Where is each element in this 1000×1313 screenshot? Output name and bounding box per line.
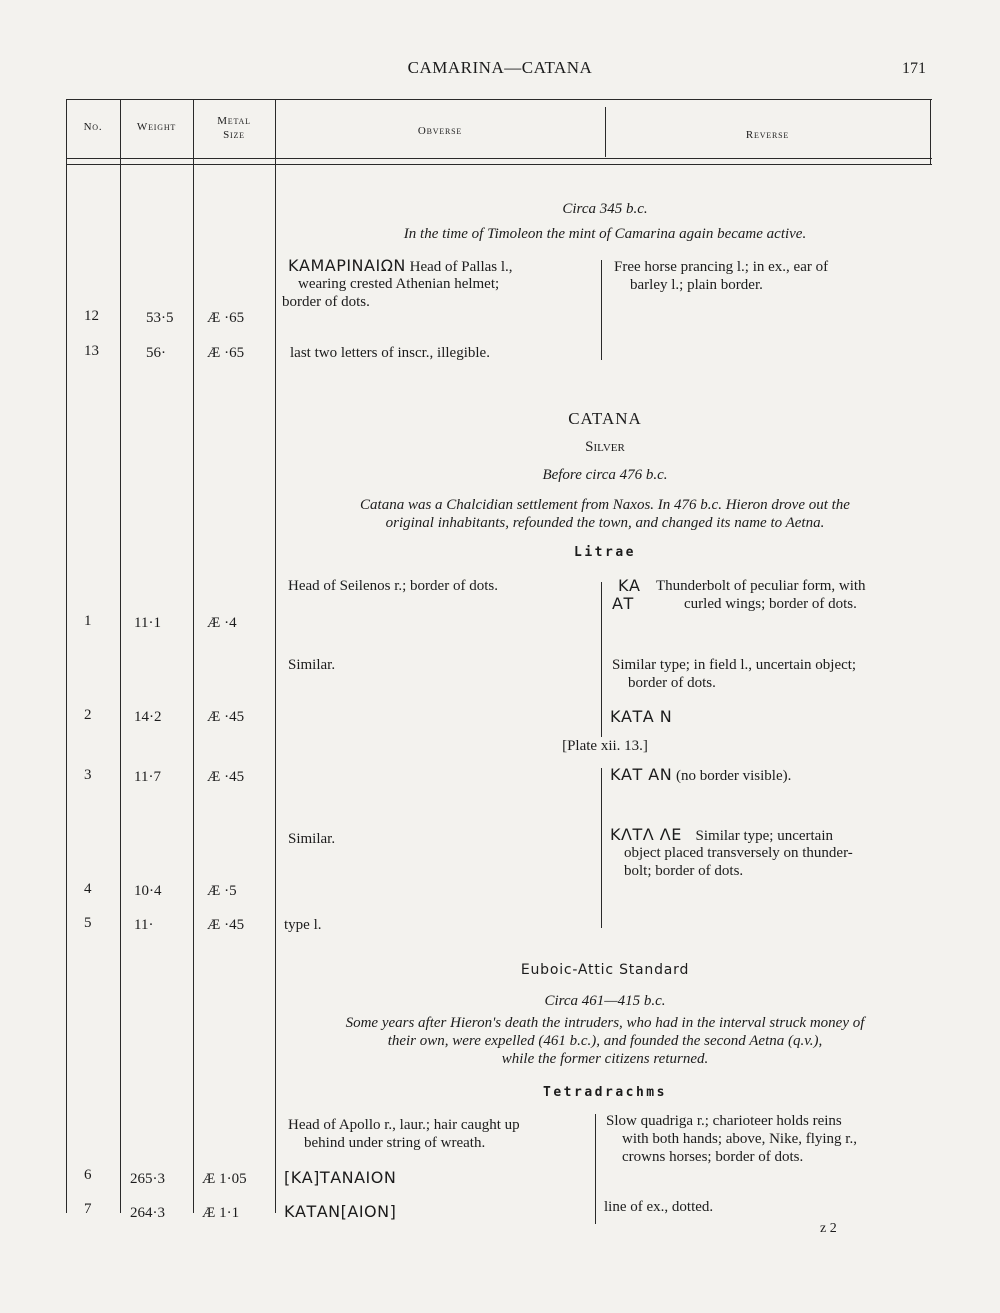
catana-type3-inscr: ΚΛΤΛ ΛΕ: [610, 825, 682, 844]
col-rule-left: [66, 99, 67, 1213]
col-header-no: No.: [83, 121, 103, 133]
catana-metal: Silver: [585, 439, 625, 455]
col-rule-weight: [193, 99, 194, 1213]
euboic-date: Circa 461—415 b.c.: [544, 993, 666, 1009]
col-header-metal: Metal: [217, 115, 251, 127]
row-7-metal: Æ 1·1: [202, 1205, 240, 1221]
signature-mark: z 2: [820, 1221, 837, 1236]
catana-note-line2: original inhabitants, refounded the town, and changed its name to Aetna.: [385, 515, 825, 531]
catana-reverse-rule-1: [601, 582, 602, 737]
camarina-obverse-line1: [288, 257, 513, 276]
catana-type1-inscr-b: ΑΤ: [612, 594, 634, 613]
row-4-no: 4: [84, 881, 92, 897]
row-5-weight: 11·: [134, 917, 154, 933]
euboic-obverse-line2: behind under string of wreath.: [304, 1135, 486, 1151]
row-7-reverse: line of ex., dotted.: [604, 1199, 714, 1215]
row-13-metal: Æ ·65: [207, 345, 245, 361]
catana-title: CATANA: [568, 409, 642, 428]
row-5-metal: Æ ·45: [207, 917, 245, 933]
row-2-reverse-inscr: ΚΑΤΑ Ν: [610, 707, 673, 726]
row-13-no: 13: [84, 343, 99, 359]
euboic-standard-title: Euboic-Attic Standard: [520, 962, 690, 978]
camarina-reverse-line2: barley l.; plain border.: [630, 277, 763, 293]
catana-note-line1: Catana was a Chalcidian settlement from Naxos. In 476 b.c. Hieron drove out the: [360, 497, 850, 513]
row-3-weight: 11·7: [134, 769, 161, 785]
catana-type3-reverse-line1: [610, 826, 833, 845]
row-6-no: 6: [84, 1167, 92, 1183]
row-12-metal: Æ ·65: [207, 310, 245, 326]
row-1-weight: 11·1: [134, 615, 161, 631]
header-bottom-rule: [66, 158, 932, 159]
catana-plate-ref: [Plate xii. 13.]: [562, 738, 648, 754]
row-5-obverse: type l.: [284, 917, 322, 933]
camarina-obverse-line3: border of dots.: [282, 294, 370, 310]
row-6-obverse-inscr: [ΚΑ]ΤΑΝΑΙΟΝ: [284, 1168, 397, 1187]
page-number: 171: [902, 60, 926, 77]
row-4-metal: Æ ·5: [207, 883, 237, 899]
row-3-reverse: [610, 766, 791, 785]
running-title: CAMARINA—CATANA: [407, 58, 593, 77]
row-2-weight: 14·2: [134, 709, 162, 725]
row-2-metal: Æ ·45: [207, 709, 245, 725]
catana-type3-reverse-text1: Similar type; uncertain: [695, 828, 834, 844]
row-5-no: 5: [84, 915, 92, 931]
euboic-note-line3: while the former citizens returned.: [501, 1051, 709, 1067]
row-12-no: 12: [84, 308, 99, 324]
euboic-note-line2: their own, were expelled (461 b.c.), and founded the second Aetna (q.v.),: [387, 1033, 823, 1049]
row-3-reverse-text: (no border visible).: [675, 768, 792, 784]
euboic-reverse-line3: crowns horses; border of dots.: [622, 1149, 804, 1165]
row-13-obverse: last two letters of inscr., illegible.: [290, 345, 490, 361]
euboic-denomination: Tetradrachms: [543, 1085, 667, 1100]
row-3-metal: Æ ·45: [207, 769, 245, 785]
camarina-reverse-line1: Free horse prancing l.; in ex., ear of: [614, 259, 829, 275]
row-4-weight: 10·4: [134, 883, 162, 899]
euboic-obverse-line1: Head of Apollo r., laur.; hair caught up: [288, 1117, 520, 1133]
row-12-weight: 53·5: [146, 310, 174, 326]
euboic-note-line1: Some years after Hieron's death the intruders, who had in the interval struck money of: [345, 1015, 865, 1031]
catana-reverse-rule-2: [601, 768, 602, 928]
row-7-weight: 264·3: [130, 1205, 165, 1221]
euboic-reverse-line2: with both hands; above, Nike, flying r.,: [622, 1131, 857, 1147]
col-rule-right: [930, 99, 931, 165]
row-3-reverse-inscr: ΚΑΤ ΑΝ: [610, 765, 673, 784]
catana-type2-reverse-line1: Similar type; in field l., uncertain object;: [612, 657, 857, 673]
row-13-weight: 56·: [146, 345, 166, 361]
col-header-obverse: Obverse: [417, 125, 463, 137]
header-bottom-rule-2: [66, 164, 932, 165]
col-rule-no: [120, 99, 121, 1213]
camarina-obverse-text1: Head of Pallas l.,: [409, 259, 513, 275]
col-rule-metal: [275, 99, 276, 1213]
camarina-inscription: ΚΑΜΑΡΙΝΑΙΩΝ: [288, 256, 406, 275]
row-6-metal: Æ 1·05: [202, 1171, 247, 1187]
row-2-no: 2: [84, 707, 92, 723]
catana-type2-reverse-line2: border of dots.: [628, 675, 716, 691]
row-1-metal: Æ ·4: [207, 615, 237, 631]
row-7-no: 7: [84, 1201, 92, 1217]
camarina-obverse-line2: wearing crested Athenian helmet;: [298, 276, 500, 292]
catana-denomination: Litrae: [574, 545, 636, 560]
col-header-reverse: Reverse: [745, 129, 790, 141]
euboic-reverse-line1: Slow quadriga r.; charioteer holds reins: [606, 1113, 842, 1129]
catana-type1-reverse-line2: curled wings; border of dots.: [684, 596, 857, 612]
camarina-reverse-rule: [601, 260, 602, 360]
table-top-rule: [66, 99, 932, 100]
row-1-no: 1: [84, 613, 92, 629]
row-3-no: 3: [84, 767, 92, 783]
camarina-date: Circa 345 b.c.: [562, 201, 648, 217]
catana-type1-obverse: Head of Seilenos r.; border of dots.: [288, 578, 498, 594]
catana-type1-reverse-line1: Thunderbolt of peculiar form, with: [656, 578, 866, 594]
catana-type3-reverse-line2: object placed transversely on thunder-: [624, 845, 853, 861]
catana-type2-obverse: Similar.: [288, 657, 336, 673]
col-header-size: Size: [223, 129, 245, 141]
catana-type3-obverse: Similar.: [288, 831, 336, 847]
catana-date: Before circa 476 b.c.: [542, 467, 668, 483]
col-header-weight: Weight: [136, 121, 177, 133]
camarina-note: In the time of Timoleon the mint of Camarina again became active.: [403, 226, 807, 242]
row-7-obverse-inscr: ΚΑΤΑΝ[ΑΙΟΝ]: [284, 1202, 397, 1221]
catana-type1-inscr-a: ΚΑ: [618, 576, 641, 595]
row-6-weight: 265·3: [130, 1171, 165, 1187]
euboic-reverse-rule: [595, 1114, 596, 1224]
catana-type3-reverse-line3: bolt; border of dots.: [624, 863, 744, 879]
